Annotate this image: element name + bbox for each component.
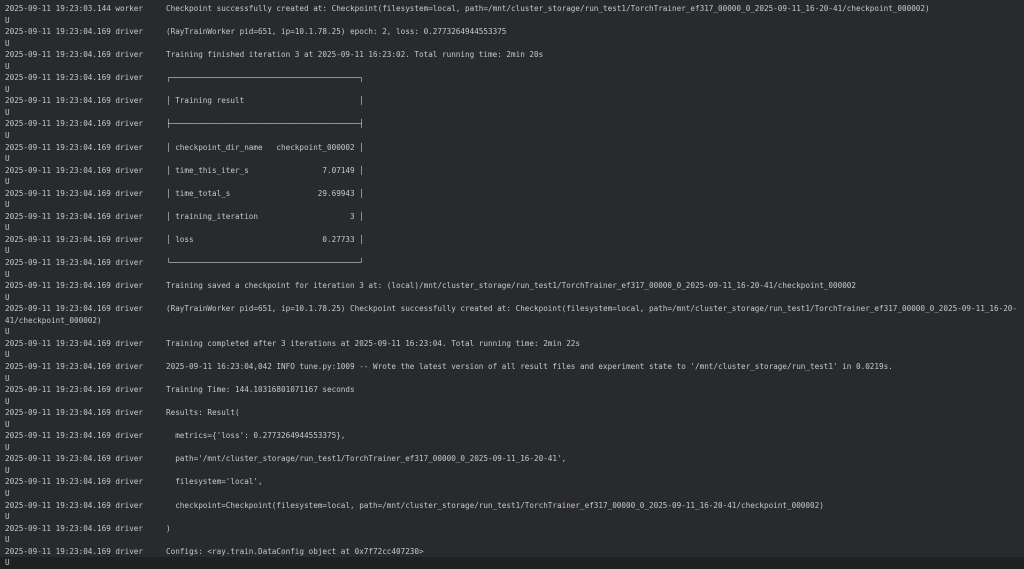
- log-line: 2025-09-11 19:23:04.169 driver 2025-09-11 16:23:04,042 INFO tune.py:1009 -- Wrote the latest version of all result files and experiment state to '/mnt/cluster_storage/run_test1' in 0.0219s.: [5, 361, 893, 371]
- log-line: 2025-09-11 19:23:04.169 driver Training finished iteration 3 at 2025-09-11 16:23:02. Total running time: 2min 20s: [5, 50, 544, 60]
- log-line: 2025-09-11 19:23:04.169 driver ├─────────────────────────────────────────┤: [5, 119, 364, 129]
- log-line: 2025-09-11 19:23:04.169 driver (RayTrainWorker pid=651, ip=10.1.78.25) Checkpoint successfully created at: Checkpoint(filesystem=local, path=/mnt/cluster_storage/run_test1/TorchTrainer_ef317_00000_0_2025-09-11_16-20-: [5, 304, 1018, 314]
- log-output: [5, 3, 1024, 569]
- log-line: 2025-09-11 19:23:04.169 driver │ checkpoint_dir_name checkpoint_000002 │: [5, 142, 364, 152]
- log-line: 2025-09-11 19:23:04.169 driver │ time_total_s 29.69943 │: [5, 188, 364, 198]
- log-line: 2025-09-11 19:23:04.169 driver checkpoint=Checkpoint(filesystem=local, path=/mnt/cluster_storage/run_test1/TorchTrainer_ef317_00000_0_2025-09-11_16-20-41/checkpoint_000002): [5, 500, 824, 510]
- log-line: 2025-09-11 19:23:04.169 driver ╰─────────────────────────────────────────╯: [5, 258, 364, 268]
- log-line: 2025-09-11 19:23:04.169 driver │ time_this_iter_s 7.07149 │: [5, 165, 364, 175]
- continuation-line: U: [5, 465, 10, 475]
- log-line: 2025-09-11 19:23:04.169 driver metrics={'loss': 0.2773264944553375},: [5, 431, 346, 441]
- continuation-line: U: [5, 15, 10, 25]
- log-line: 2025-09-11 19:23:04.169 driver Configs: <ray.train.DataConfig object at 0x7f72cc407230>: [5, 546, 424, 556]
- continuation-line: U: [5, 223, 10, 233]
- log-line: 2025-09-11 19:23:04.169 driver │ Training result │: [5, 96, 364, 106]
- continuation-line: U: [5, 419, 10, 429]
- log-line: 2025-09-11 19:23:04.169 driver Training saved a checkpoint for iteration 3 at: (local)/mnt/cluster_storage/run_test1/TorchTrainer_ef317_00000_0_2025-09-11_16-20-41/checkpoint_000002: [5, 281, 857, 291]
- continuation-line: U: [5, 535, 10, 545]
- continuation-line: U: [5, 512, 10, 522]
- continuation-line: U: [5, 269, 10, 279]
- log-line: 2025-09-11 19:23:04.169 driver filesystem='local',: [5, 477, 263, 487]
- log-line: 2025-09-11 19:23:04.169 driver Results: Result(: [5, 408, 240, 418]
- continuation-line: U: [5, 327, 10, 337]
- continuation-line: U: [5, 558, 10, 568]
- log-line: 2025-09-11 19:23:04.169 driver ╭─────────────────────────────────────────╮: [5, 73, 364, 83]
- continuation-line: U: [5, 246, 10, 256]
- continuation-line: U: [5, 107, 10, 117]
- continuation-line: U: [5, 154, 10, 164]
- continuation-line: U: [5, 292, 10, 302]
- log-line: 2025-09-11 19:23:04.169 driver │ training_iteration 3 │: [5, 211, 364, 221]
- log-line: 2025-09-11 19:23:04.169 driver (RayTrainWorker pid=651, ip=10.1.78.25) epoch: 2, loss: 0.2773264944553375: [5, 27, 507, 37]
- continuation-line: U: [5, 84, 10, 94]
- continuation-line: U: [5, 488, 10, 498]
- wrapped-line: 41/checkpoint_000002): [5, 315, 102, 325]
- continuation-line: U: [5, 373, 10, 383]
- log-line: 2025-09-11 19:23:04.169 driver Training Time: 144.10316801071167 seconds: [5, 385, 355, 395]
- log-line: 2025-09-11 19:23:03.144 worker Checkpoint successfully created at: Checkpoint(filesystem=local, path=/mnt/cluster_storage/run_test1/TorchTrainer_ef317_00000_0_2025-09-11_16-20-41/checkpoint_000002): [5, 4, 930, 13]
- log-line: 2025-09-11 19:23:04.169 driver ): [5, 523, 171, 533]
- log-line: 2025-09-11 19:23:04.169 driver path='/mnt/cluster_storage/run_test1/TorchTrainer_ef317_00000_0_2025-09-11_16-20-41',: [5, 454, 567, 464]
- continuation-line: U: [5, 442, 10, 452]
- continuation-line: U: [5, 38, 10, 48]
- log-line: 2025-09-11 19:23:04.169 driver │ loss 0.27733 │: [5, 234, 364, 244]
- continuation-line: U: [5, 177, 10, 187]
- continuation-line: U: [5, 61, 10, 71]
- continuation-line: U: [5, 350, 10, 360]
- continuation-line: U: [5, 200, 10, 210]
- continuation-line: U: [5, 396, 10, 406]
- log-line: 2025-09-11 19:23:04.169 driver Training completed after 3 iterations at 2025-09-11 16:23:04. Total running time: 2min 22s: [5, 338, 581, 348]
- continuation-line: U: [5, 131, 10, 141]
